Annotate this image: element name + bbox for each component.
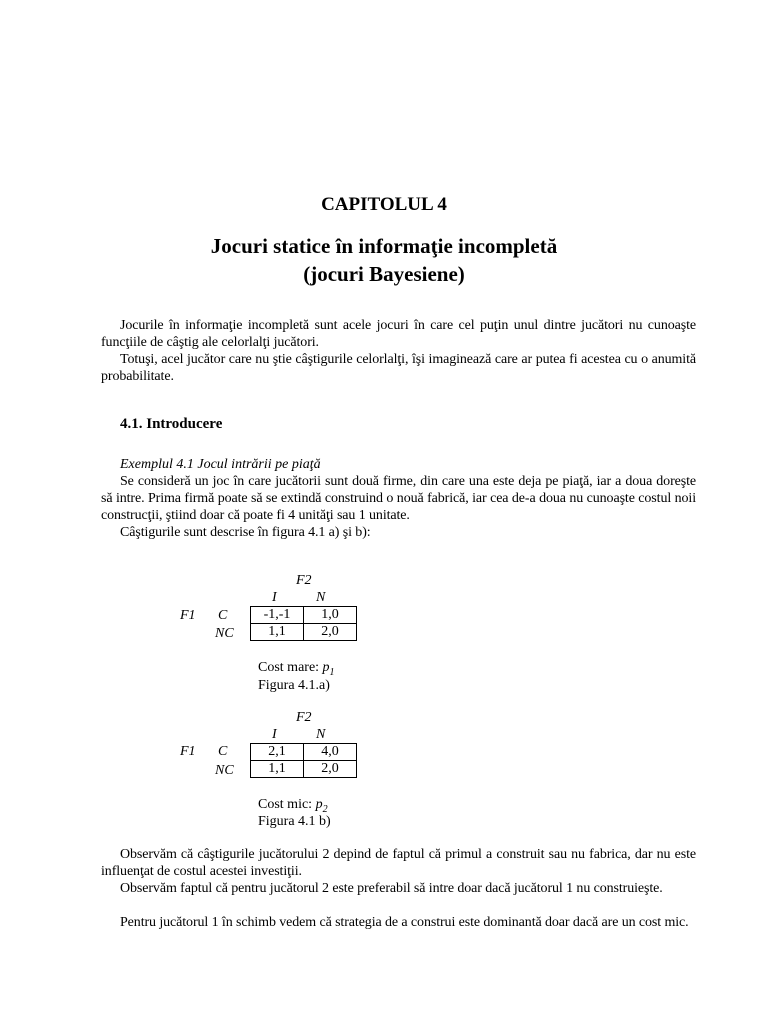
matrix-row xyxy=(251,607,357,624)
row-label-nc: NC xyxy=(215,763,234,778)
matrix-cell: 1,1 xyxy=(251,761,304,778)
matrix-cell: -1,-1 xyxy=(251,607,304,624)
matrix-cell: 2,0 xyxy=(304,624,357,641)
intro-paragraph-1: Jocurile în informaţie incompletă sunt acele jocuri în care cel puţin unul dintre jucători nu cunoaşte funcţiile de câştig ale celorlalţi jucători. xyxy=(101,318,696,350)
row-label-c: C xyxy=(218,608,228,623)
chapter-title-line2: (jocuri Bayesiene) xyxy=(303,262,465,286)
cost-label: Cost mic: $p_2$ xyxy=(258,797,328,815)
chapter-title xyxy=(0,232,768,288)
matrix-cell: 1,0 xyxy=(304,607,357,624)
figure-caption: Figura 4.1.a) xyxy=(258,678,330,693)
matrix-cell: 1,1 xyxy=(251,624,304,641)
observation-paragraph-2: Observăm faptul că pentru jucătorul 2 este preferabil să intre doar dacă jucătorul 1 nu construieşte. xyxy=(120,881,663,896)
cost-label: Cost mare: $p_1$ xyxy=(258,660,335,678)
matrix-row xyxy=(251,624,357,641)
example-title: Exemplul 4.1 Jocul intrării pe piaţă xyxy=(120,457,321,472)
matrix-cell: 2,0 xyxy=(304,761,357,778)
example-paragraph-1: Se consideră un joc în care jucătorii sunt două firme, din care una este deja pe piaţă, iar a doua doreşte să intre. Prima firmă poate să se extindă construind o nouă fabrică, iar cea de-a doua nu cunoaşte costul noii construcţii, ştiind doar că poate fi 4 unităţi sau 1 unitate. xyxy=(101,474,696,523)
column-label-n: N xyxy=(316,727,326,742)
matrix-cell: 4,0 xyxy=(304,744,357,761)
column-label-n: N xyxy=(316,590,326,605)
observation-paragraph-1: Observăm că câştigurile jucătorului 2 depind de faptul că primul a construit sau nu fabrica, dar nu este influenţat de costul acestei investiţii. xyxy=(101,847,696,879)
payoff-matrix xyxy=(250,606,357,641)
column-label-i: I xyxy=(272,727,277,742)
player2-label: F2 xyxy=(296,573,312,588)
example-paragraph-2: Câştigurile sunt descrise în figura 4.1 a) şi b): xyxy=(120,525,371,540)
player1-label: F1 xyxy=(180,608,196,623)
row-label-c: C xyxy=(218,744,228,759)
section-heading: 4.1. Introducere xyxy=(120,416,223,432)
row-label-nc: NC xyxy=(215,626,234,641)
chapter-title-line1: Jocuri statice în informaţie incompletă xyxy=(210,234,558,258)
matrix-cell: 2,1 xyxy=(251,744,304,761)
column-label-i: I xyxy=(272,590,277,605)
figure-caption: Figura 4.1 b) xyxy=(258,814,331,829)
player1-label: F1 xyxy=(180,744,196,759)
payoff-matrix xyxy=(250,743,357,778)
chapter-heading: CAPITOLUL 4 xyxy=(321,194,447,215)
matrix-row xyxy=(251,744,357,761)
observation-paragraph-3: Pentru jucătorul 1 în schimb vedem că strategia de a construi este dominantă doar dacă are un cost mic. xyxy=(120,915,689,930)
player2-label: F2 xyxy=(296,710,312,725)
intro-paragraph-2: Totuşi, acel jucător care nu ştie câştigurile celorlalţi, îşi imaginează care ar putea fi acestea cu o anumită probabilitate. xyxy=(101,352,696,384)
matrix-row xyxy=(251,761,357,778)
